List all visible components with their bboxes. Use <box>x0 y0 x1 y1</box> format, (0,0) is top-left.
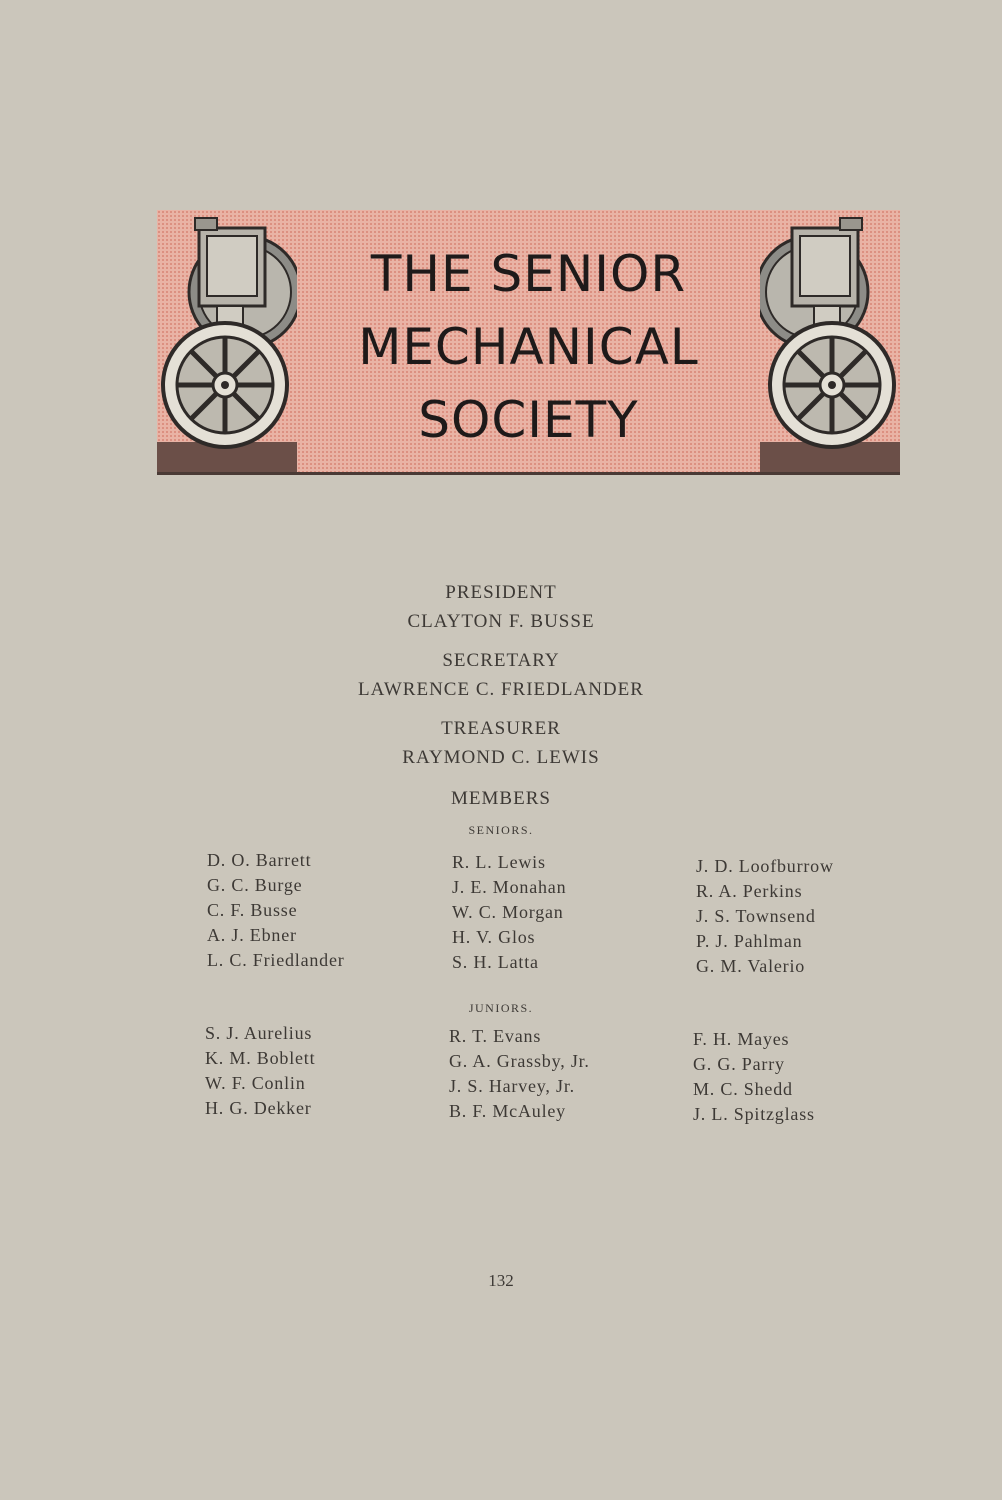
member-name: G. M. Valerio <box>696 956 806 976</box>
member-name: L. C. Friedlander <box>207 950 345 970</box>
president-label: PRESIDENT <box>445 582 557 603</box>
member-name: J. S. Harvey, Jr. <box>449 1076 575 1096</box>
juniors-column-1 <box>205 1021 315 1121</box>
page-number: 132 <box>488 1271 514 1290</box>
society-title <box>297 238 760 457</box>
secretary-block <box>0 646 1002 704</box>
member-name: R. A. Perkins <box>696 881 803 901</box>
member-name: A. J. Ebner <box>207 925 297 945</box>
member-name: J. E. Monahan <box>452 877 567 897</box>
juniors-column-3 <box>693 1027 815 1127</box>
steam-engine-icon <box>157 210 297 472</box>
juniors-heading: JUNIORS. <box>468 1001 534 1015</box>
member-name: W. F. Conlin <box>205 1073 306 1093</box>
member-name: H. G. Dekker <box>205 1098 312 1118</box>
juniors-column-2 <box>449 1024 590 1124</box>
member-name: K. M. Boblett <box>205 1048 316 1068</box>
member-name: D. O. Barrett <box>207 850 312 870</box>
member-name: G. C. Burge <box>207 875 303 895</box>
member-name: G. A. Grassby, Jr. <box>449 1051 590 1071</box>
member-name: J. D. Loofburrow <box>696 856 834 876</box>
member-name: F. H. Mayes <box>693 1029 790 1049</box>
member-name: J. L. Spitzglass <box>693 1104 815 1124</box>
treasurer-name: RAYMOND C. LEWIS <box>402 747 600 768</box>
member-name: R. T. Evans <box>449 1026 542 1046</box>
member-name: M. C. Shedd <box>693 1079 793 1099</box>
treasurer-block <box>0 714 1002 772</box>
member-name: S. J. Aurelius <box>205 1023 313 1043</box>
seniors-column-1 <box>207 848 345 973</box>
title-line-3: SOCIETY <box>418 391 639 449</box>
president-name: CLAYTON F. BUSSE <box>407 611 595 632</box>
title-banner <box>157 210 900 475</box>
member-name: S. H. Latta <box>452 952 539 972</box>
member-name: R. L. Lewis <box>452 852 546 872</box>
seniors-heading: SENIORS. <box>468 823 534 837</box>
member-name: J. S. Townsend <box>696 906 816 926</box>
steam-engine-icon <box>760 210 900 472</box>
member-name: H. V. Glos <box>452 927 536 947</box>
president-block <box>0 578 1002 636</box>
member-name: W. C. Morgan <box>452 902 564 922</box>
seniors-column-3 <box>696 854 834 979</box>
officers-section <box>0 578 1002 782</box>
member-name: G. G. Parry <box>693 1054 785 1074</box>
seniors-column-2 <box>452 850 566 975</box>
member-name: B. F. McAuley <box>449 1101 566 1121</box>
members-heading: MEMBERS <box>451 788 551 809</box>
member-name: P. J. Pahlman <box>696 931 803 951</box>
title-line-1: THE SENIOR <box>370 245 687 303</box>
member-name: C. F. Busse <box>207 900 298 920</box>
title-line-2: MECHANICAL <box>358 318 699 376</box>
secretary-name: LAWRENCE C. FRIEDLANDER <box>358 679 644 700</box>
treasurer-label: TREASURER <box>441 718 561 739</box>
secretary-label: SECRETARY <box>442 650 560 671</box>
